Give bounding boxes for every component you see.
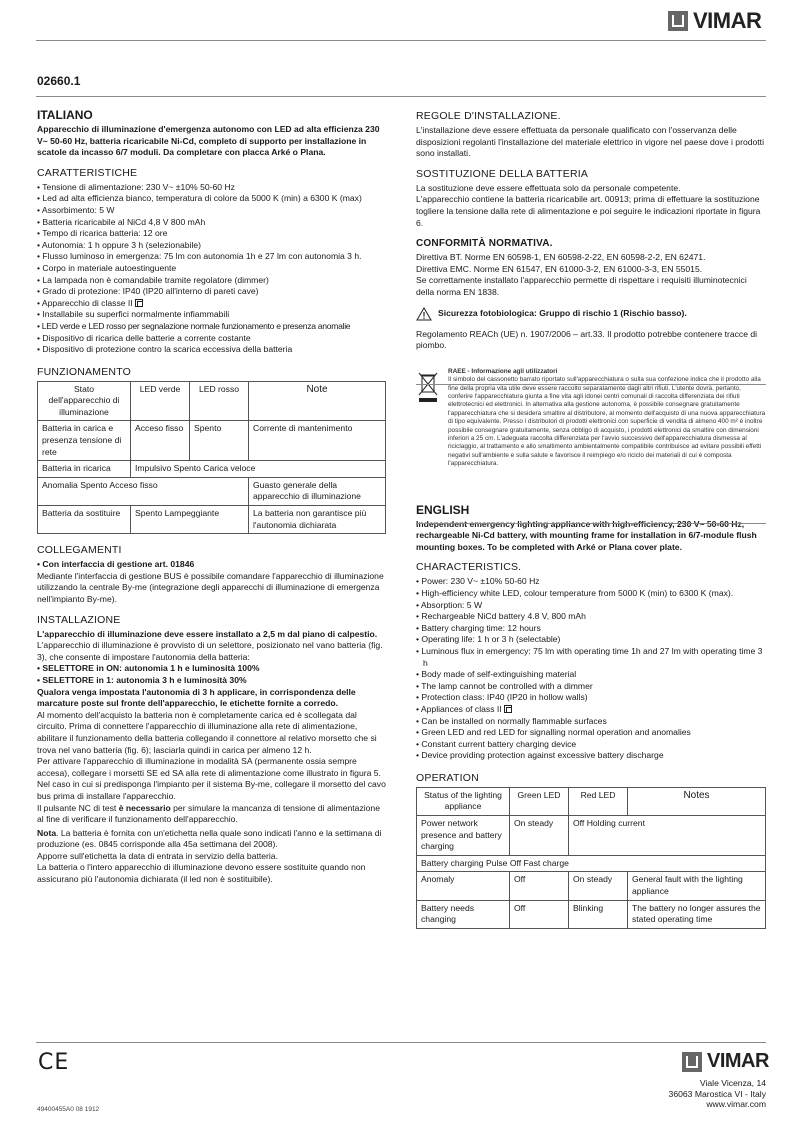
list-item: • Grado di protezione: IP40 (IP20 all'interno di pareti cave) <box>37 286 386 298</box>
funzionamento-table <box>37 381 386 535</box>
table-cell: Blinking <box>569 900 628 928</box>
nota-text: . La batteria è fornita con un'etichetta nella quale sono indicati l'anno e la settimana di produzione (es. 0845 corrisponde alla 45a settimana del 2008). <box>37 827 382 850</box>
list-item: • Corpo in materiale autoestinguente <box>37 263 386 275</box>
list-item: • Assorbimento: 5 W <box>37 205 386 217</box>
sostituzione-heading: SOSTITUZIONE DELLA BATTERIA <box>416 167 589 180</box>
table-cell: Acceso fisso <box>131 421 190 461</box>
english-divider <box>416 523 766 524</box>
vimar-logo-icon <box>668 11 688 31</box>
table-cell: Off <box>510 900 569 928</box>
installazione-p2: Al momento dell'acquisto la batteria non è completamente carica ed è scollegata dal circuito. Prima di connettere l'apparecchio di illuminazione alla rete di alimentazione, abilitare il funzionamento della batteria collegando il connettore al relativo morsetto che si trova nel vano batteria (fig. 6); lasciarla quindi in carica per almeno 12 h. <box>37 709 377 755</box>
list-item: • Dispositivo di ricarica delle batterie a corrente costante <box>37 333 386 345</box>
address-line-2: 36063 Marostica VI - Italy <box>668 1088 766 1099</box>
regole-heading: REGOLE D'INSTALLAZIONE. <box>416 110 561 122</box>
website-link[interactable]: www.vimar.com <box>706 1099 766 1110</box>
table-cell: Off Holding current <box>569 816 766 856</box>
brand-logo-top <box>668 8 761 34</box>
document-reference: 49400455A0 08 1912 <box>37 1106 100 1113</box>
address-line-1: Viale Vicenza, 14 <box>699 1078 766 1088</box>
table-cell: Anomalia Spento Acceso fisso <box>38 477 249 505</box>
class-ii-icon <box>504 705 512 713</box>
text-span: per simulare la mancanza di tensione di alimentazione al fine di verificare il funzionamento dell'apparecchio. <box>37 802 380 825</box>
list-item: • Autonomia: 1 h oppure 3 h (selezionabile) <box>37 240 386 252</box>
list-item: • Protection class: IP40 (IP20 in hollow walls) <box>416 692 766 704</box>
table-cell: Guasto generale della apparecchio di illuminazione <box>249 477 386 505</box>
sostituzione-p2: L'apparecchio contiene la batteria ricaricabile art. 00913; prima di effettuare la sostituzione togliere la tensione dalla rete di alimentazione e poi seguire le indicazioni riportate in figura 6. <box>416 194 761 228</box>
table-cell: General fault with the lighting appliance <box>628 872 766 900</box>
list-item-class2 <box>37 298 386 310</box>
footer-divider <box>36 1042 766 1043</box>
table-header: LED rosso <box>190 381 249 421</box>
english-intro: rechargeable Ni-Cd battery, with mounting frame for installation in 6/7-module flush mounting boxes. To be completed with Arké or Plana cover plate. <box>416 530 757 552</box>
list-item-text: Appliances of class II <box>420 703 502 714</box>
selector-1: • SELETTORE in 1: autonomia 3 h e luminosità 30% <box>37 674 247 685</box>
text-span-bold: è necessario <box>118 802 171 813</box>
list-item: • Power: 230 V~ ±10% 50-60 Hz <box>416 576 766 588</box>
collegamenti-text: Mediante l'interfaccia di gestione BUS è possibile comandare l'apparecchio di illuminazione utilizzando la centrale By-me (integrazione degli apparecchi di illuminazione di emergenza nell'impianto By-me). <box>37 570 384 604</box>
sostituzione-p1: La sostituzione deve essere effettuata solo da personale competente. <box>416 182 681 193</box>
raee-text: Il simbolo del cassonetto barrato riportato sull'apparecchiatura o sulla sua confezione indica che il prodotto alla fine della propria vita utile deve essere raccolto separatamente dagli altri rifiuti. L'utente dovrà, pertanto, conferire l'apparecchiatura giunta a fine vita agli idonei centri comunali di raccolta differenziata dei rifiuti elettrotecnici ed elettronici. In alternativa alla gestione autonoma, è possibile consegnare gratuitamente l'apparecchiatura che si desidera smaltire al distributore, al momento dell'acquisto di una nuova apparecchiatura di tipo equivalente. Presso i distributori di prodotti elettronici con superficie di vendita di almeno 400 m² è inoltre possibile consegnare gratuitamente, senza obbligo di acquisto, i prodotti elettronici da smaltire con dimensioni inferiori a 25 cm. L'adeguata raccolta differenziata per l'avvio successivo dell'apparecchiatura dismessa al riciclaggio, al trattamento e allo smaltimento ambientalmente compatibile contribuisce ad evitare possibili effetti negativi sull'ambiente e sulla salute e favorisce il reimpiego e/o riciclo dei materiali di cui è composta l'apparecchiatura. <box>448 376 766 468</box>
table-cell: On steady <box>510 816 569 856</box>
raee-divider <box>416 384 766 385</box>
conformita-p3: Se correttamente installato l'apparecchio permette di rispettare i requisiti illuminotecnici della norma EN 1838. <box>416 275 747 297</box>
list-item: • Installabile su superfici normalmente infiammabili <box>37 309 386 321</box>
list-item: • Tensione di alimentazione: 230 V~ ±10% 50-60 Hz <box>37 182 386 194</box>
table-cell: Batteria da sostituire <box>38 506 131 534</box>
list-item: • High-efficiency white LED, colour temperature from 5000 K (min) to 6300 K (max). <box>416 588 766 600</box>
raee-block <box>416 368 766 469</box>
reach-text: Regolamento REACh (UE) n. 1907/2006 – art.33. Il prodotto potrebbe contenere tracce di piombo. <box>416 328 758 351</box>
table-cell: Impulsivo Spento Carica veloce <box>131 461 386 478</box>
class-ii-icon <box>135 299 143 307</box>
table-cell: Off <box>510 872 569 900</box>
operation-heading: OPERATION <box>416 771 479 784</box>
table-cell: On steady <box>569 872 628 900</box>
conformita-p1: Direttiva BT. Norme EN 60598-1, EN 60598-2-22, EN 60598-2-2, EN 62471. <box>416 252 706 263</box>
installazione-heading: INSTALLAZIONE <box>37 613 121 626</box>
caratteristiche-heading: CARATTERISTICHE <box>37 166 138 179</box>
table-header: Notes <box>628 787 766 815</box>
list-item: • Can be installed on normally flammable surfaces <box>416 716 766 728</box>
table-row <box>38 461 386 478</box>
table-row <box>417 872 766 900</box>
product-code: 02660.1 <box>37 74 81 88</box>
list-item: • Dispositivo di protezione contro la scarica eccessiva della batteria <box>37 344 386 356</box>
list-item: • Operating life: 1 h or 3 h (selectable) <box>416 634 766 646</box>
table-header-row <box>38 381 386 421</box>
table-header-row <box>417 787 766 815</box>
table-cell: Corrente di mantenimento <box>249 421 386 461</box>
table-header: Red LED <box>569 787 628 815</box>
text-span: Il pulsante NC di test <box>37 802 119 813</box>
table-header: Stato dell'apparecchio di illuminazione <box>38 381 131 421</box>
table-row <box>417 855 766 872</box>
brand-logo-bottom <box>682 1050 769 1073</box>
list-item: • Green LED and red LED for signalling normal operation and anomalies <box>416 727 766 739</box>
table-header: Note <box>249 381 386 421</box>
installazione-bold2: Qualora venga impostata l'autonomia di 3 h applicare, in corrispondenza delle marcature poste sul fronte dell'apparecchio, le etichette fornite a corredo. <box>37 686 356 709</box>
nota <box>37 828 386 851</box>
list-item: • Tempo di ricarica batteria: 12 ore <box>37 228 386 240</box>
english-heading: ENGLISH <box>416 502 470 517</box>
table-row <box>38 506 386 534</box>
code-divider <box>36 96 766 97</box>
raee-content <box>448 368 766 469</box>
characteristics-list <box>416 576 766 762</box>
table-row <box>417 816 766 856</box>
address-block <box>669 1078 766 1110</box>
operation-table <box>416 787 766 929</box>
list-item-class2 <box>416 704 766 716</box>
list-item: • Device providing protection against excessive battery discharge <box>416 750 766 762</box>
installazione-bold: L'apparecchio di illuminazione deve essere installato a 2,5 m dal piano di calpestio. <box>37 628 378 639</box>
left-column <box>37 108 386 886</box>
list-item-text: Apparecchio di classe II <box>41 297 133 308</box>
table-row <box>417 900 766 928</box>
list-item: • Absorption: 5 W <box>416 600 766 612</box>
table-cell: Batteria in ricarica <box>38 461 131 478</box>
photobiological-text: Sicurezza fotobiologica: Gruppo di rischio 1 (Rischio basso). <box>438 307 687 318</box>
table-cell: Battery charging Pulse Off Fast charge <box>417 855 766 872</box>
table-row <box>38 477 386 505</box>
nota-p3: La batteria o l'intero apparecchio di illuminazione devono essere sostituite quando non assicurano più l'autonomia dichiarata (il led non è sostituibile). <box>37 862 366 885</box>
list-item: • La lampada non è comandabile tramite regolatore (dimmer) <box>37 275 386 287</box>
regole-text: L'installazione deve essere effettuata da personale qualificato con l'osservanza delle disposizioni regolanti l'installazione del materiale elettrico in vigore nel paese dove i prodotti sono installati. <box>416 125 764 159</box>
collegamenti-sub: • Con interfaccia di gestione art. 01846 <box>37 559 195 570</box>
raee-title: RAEE - Informazione agli utilizzatori <box>448 367 558 375</box>
list-item: • Batteria ricaricabile al NiCd 4,8 V 800 mAh <box>37 217 386 229</box>
vimar-logo-icon <box>682 1052 702 1072</box>
table-header: LED verde <box>131 381 190 421</box>
funzionamento-heading: FUNZIONAMENTO <box>37 365 131 378</box>
list-item: • Battery charging time: 12 hours <box>416 623 766 635</box>
top-divider <box>36 40 766 41</box>
table-cell: Anomaly <box>417 872 510 900</box>
list-item: • Rechargeable NiCd battery 4.8 V, 800 mAh <box>416 611 766 623</box>
italian-heading: ITALIANO <box>37 108 93 122</box>
photobiological-safety <box>416 307 766 321</box>
italian-intro: Apparecchio di illuminazione d'emergenza autonomo con LED ad alta efficienza 230 V~ 50-60 Hz, batteria ricaricabile Ni-Cd, completo di supporto per installazione in scatole da incasso 6/7 moduli. Da completare con placca Arké o Plana. <box>37 124 380 158</box>
list-item: • Body made of self-extinguishing material <box>416 669 766 681</box>
nota-label: Nota <box>37 827 57 838</box>
brand-name: VIMAR <box>707 1050 769 1072</box>
list-item: • The lamp cannot be controlled with a dimmer <box>416 681 766 693</box>
table-header: Green LED <box>510 787 569 815</box>
ce-mark: CE <box>38 1050 70 1075</box>
selector-on: • SELETTORE in ON: autonomia 1 h e luminosità 100% <box>37 663 260 674</box>
conformita-p2: Direttiva EMC. Norme EN 61547, EN 61000-3-2, EN 61000-3-3, EN 55015. <box>416 263 703 274</box>
right-column <box>416 108 766 929</box>
characteristics-heading: CHARACTERISTICS. <box>416 561 522 574</box>
list-item: • LED verde e LED rosso per segnalazione normale funzionamento e presenza anomalie <box>37 321 386 333</box>
crossed-bin-icon <box>416 370 440 404</box>
table-header: Status of the lighting appliance <box>417 787 510 815</box>
installazione-p1: L'apparecchio di illuminazione è provvisto di un selettore, posizionato nel vano batteria (fig. 3), che consente di impostare l'autonomia della batteria: <box>37 640 383 662</box>
table-cell: Power network presence and battery charging <box>417 816 510 856</box>
nota-p2: Apporre sull'etichetta la data di entrata in servizio della batteria. <box>37 850 278 861</box>
brand-name: VIMAR <box>693 8 762 33</box>
collegamenti-heading: COLLEGAMENTI <box>37 544 122 557</box>
table-cell: La batteria non garantisce più l'autonomia dichiarata <box>249 506 386 534</box>
installazione-p3: Per attivare l'apparecchio di illuminazione in modalità SA (permanente ossia sempre accesa), collegare i morsetti SE ed SA alla rete di alimentazione come illustrato in figura 5. Nel caso in cui si predisponga l'impianto per il sistema By-me, collegare il morsetto del cavo bus prima di installare l'apparecchio. <box>37 756 386 801</box>
list-item: • Luminous flux in emergency: 75 lm with operating time 1h and 27 lm with operating time 3 h <box>416 646 766 669</box>
table-cell: Spento Lampeggiante <box>131 506 249 534</box>
caratteristiche-list <box>37 182 386 356</box>
list-item: • Led ad alta efficienza bianco, temperatura di colore da 5000 K (min) a 6300 K (max) <box>37 193 386 205</box>
installazione-p4 <box>37 803 386 826</box>
table-cell: Spento <box>190 421 249 461</box>
table-row <box>38 421 386 461</box>
warning-triangle-icon <box>416 307 432 321</box>
conformita-heading: CONFORMITÀ NORMATIVA. <box>416 238 553 250</box>
list-item: • Constant current battery charging device <box>416 739 766 751</box>
table-cell: The battery no longer assures the stated operating time <box>628 900 766 928</box>
list-item: • Flusso luminoso in emergenza: 75 lm con autonomia 1h e 27 lm con autonomia 3 h. <box>37 251 386 263</box>
table-cell: Batteria in carica e presenza tensione di rete <box>38 421 131 461</box>
table-cell: Battery needs changing <box>417 900 510 928</box>
